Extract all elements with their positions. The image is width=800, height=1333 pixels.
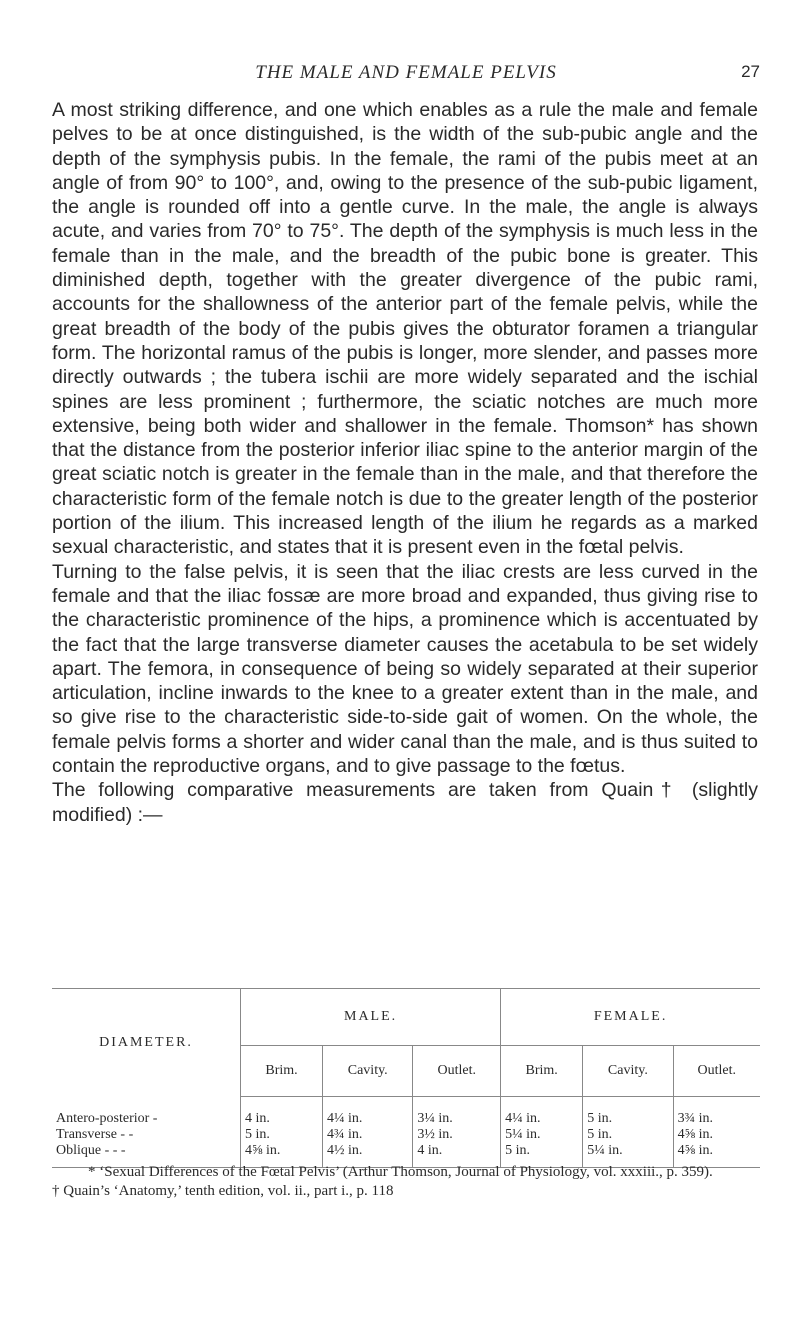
subheader-female-brim: Brim.: [501, 1046, 583, 1097]
row-label: Antero-posterior -: [56, 1110, 158, 1126]
table-cell: 5 in.: [583, 1097, 673, 1128]
table-cell: 4 in.: [241, 1097, 323, 1128]
table-cell: 3¾ in.: [673, 1097, 760, 1128]
row-label: Transverse - -: [56, 1127, 134, 1142]
footnotes: [52, 1163, 760, 1200]
table-cell: 4⅝ in.: [673, 1127, 760, 1143]
page-number: 27: [741, 62, 760, 81]
footnote-quain: † Quain’s ‘Anatomy,’ tenth edition, vol. ii., part i., p. 118: [52, 1182, 394, 1199]
subheader-female-outlet: Outlet.: [673, 1046, 760, 1097]
table-cell: 3¼ in.: [413, 1097, 501, 1128]
table-cell: 4½ in.: [323, 1143, 413, 1168]
table-row: [52, 1127, 760, 1143]
table-row: [52, 1097, 760, 1128]
diameter-header: DIAMETER.: [52, 989, 241, 1097]
table-cell: 5 in.: [501, 1143, 583, 1168]
table-cell: 5¼ in.: [583, 1143, 673, 1168]
measurements-table: [52, 988, 760, 1168]
table-cell: 4⅝ in.: [241, 1143, 323, 1168]
subheader-male-cavity: Cavity.: [323, 1046, 413, 1097]
footnote-thomson: * ‘Sexual Differences of the Fœtal Pelvis’ (Arthur Thomson, Journal of Physiology, vol. xxxiii., p. 359).: [88, 1164, 713, 1180]
subheader-male-brim: Brim.: [241, 1046, 323, 1097]
table-cell: 4¼ in.: [323, 1097, 413, 1128]
table-cell: 5¼ in.: [501, 1127, 583, 1143]
table-cell: 5 in.: [241, 1127, 323, 1143]
body-text: [52, 98, 758, 827]
paragraph-3: The following comparative measurements are taken from Quain† (slightly modified) :—: [52, 779, 758, 826]
female-header: FEMALE.: [501, 989, 760, 1046]
paragraph-1: A most striking difference, and one which enables as a rule the male and female pelves to be at once distinguished, is the width of the sub-pubic angle and the depth of the symphysis pubis. In the female, the rami of the pubis meet at an angle of from 90° to 100°, and, owing to the presence of the sub-pubic ligament, the angle is rounded off into a gentle curve. In the male, the angle is always acute, and varies from 70° to 75°. The depth of the symphysis is much less in the female than in the male, and the breadth of the pubic bone is greater. This diminished depth, together with the greater divergence of the pubic rami, accounts for the shallowness of the anterior part of the female pelvis, while the great breadth of the body of the pubis gives the obturator foramen a triangular form. The horizontal ramus of the pubis is longer, more slender, and passes more directly outwards ; the tubera ischii are more widely separated and the ischial spines are less prominent ; furthermore, the sciatic notches are much more extensive, being both wider and shallower in the female. Thomson* has shown that the distance from the posterior inferior iliac spine to the anterior margin of the great sciatic notch is greater in the female than in the male, and that therefore the characteristic form of the female notch is due to the greater length of the posterior portion of the ilium. This increased length of the ilium he regards as a marked sexual characteristic, and states that it is present even in the fœtal pelvis.: [52, 99, 758, 559]
table-cell: 4¼ in.: [501, 1097, 583, 1128]
running-head: THE MALE AND FEMALE PELVIS: [255, 62, 557, 83]
male-header: MALE.: [241, 989, 501, 1046]
row-label: Oblique - - -: [52, 1143, 241, 1168]
table-cell: 4 in.: [413, 1143, 501, 1168]
paragraph-2: Turning to the false pelvis, it is seen that the iliac crests are less curved in the female and that the iliac fossæ are more broad and expanded, thus giving rise to the characteristic prominence of the hips, a prominence which is accentuated by the fact that the large transverse diameter causes the acetabula to be set widely apart. The femora, in consequence of being so widely separated at their superior articulation, incline inwards to the knee to a greater extent than in the male, and so give rise to the characteristic side-to-side gait of women. On the whole, the female pelvis forms a shorter and wider canal than the male, and is thus suited to contain the reproductive organs, and to give passage to the fœtus.: [52, 560, 758, 778]
subheader-female-cavity: Cavity.: [583, 1046, 673, 1097]
table-cell: 3½ in.: [413, 1127, 501, 1143]
table-cell: 4⅝ in.: [673, 1143, 760, 1168]
subheader-male-outlet: Outlet.: [413, 1046, 501, 1097]
table-cell: 4¾ in.: [323, 1127, 413, 1143]
table-cell: 5 in.: [583, 1127, 673, 1143]
